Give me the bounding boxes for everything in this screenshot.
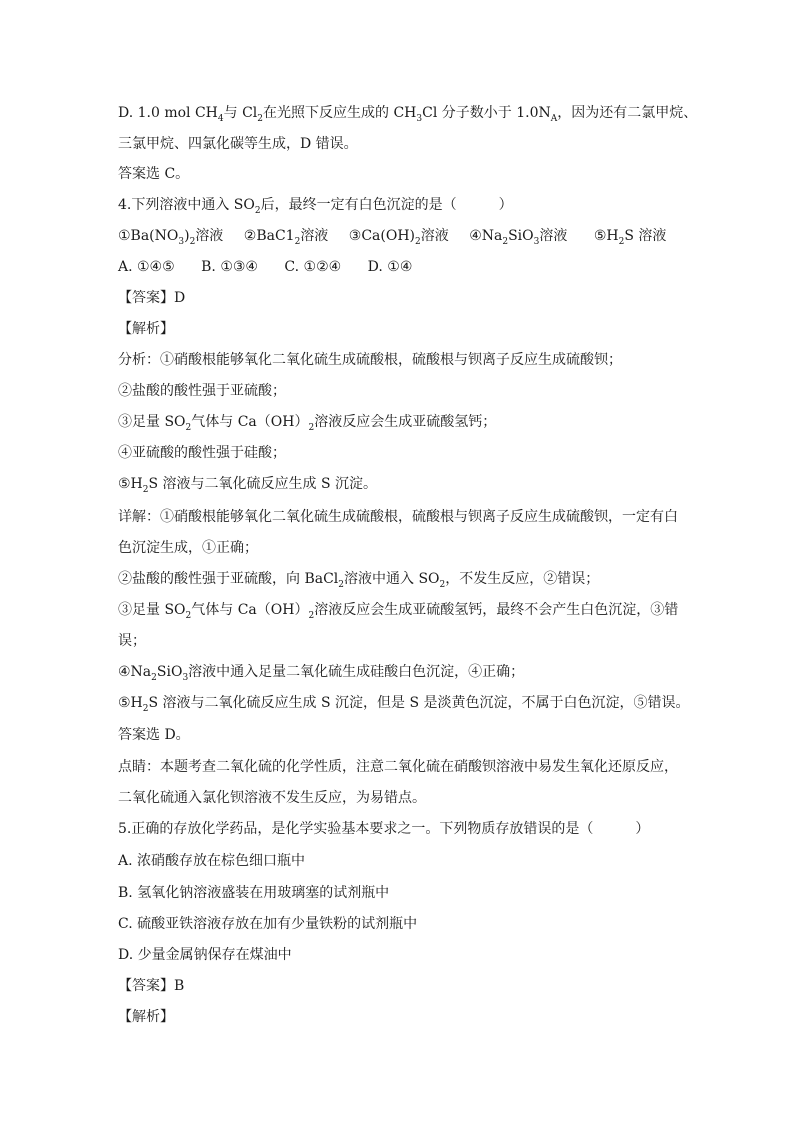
text: 与 Cl	[223, 105, 258, 121]
text: 在光照下反应生成的 CH	[263, 105, 417, 121]
question-4-stem	[118, 196, 513, 214]
subscript: 2	[142, 703, 149, 714]
text: ，因为还有二氯甲烷、	[557, 105, 698, 121]
subscript: 3	[416, 113, 423, 124]
detail-line-7	[118, 694, 690, 712]
answer-line: 答案选 C。	[118, 166, 190, 182]
text: 溶液中通入 SO	[344, 571, 440, 587]
text: ③足量 SO	[118, 602, 186, 618]
text: Cl 分子数小于 1.0N	[422, 105, 551, 121]
question-4-items	[118, 227, 666, 245]
text: ⑤H	[118, 476, 143, 492]
item-2: $②BaC1_2$溶液	[243, 228, 329, 247]
choice-a: A. ①④⑤	[118, 259, 175, 275]
choice-d: D. ①④	[367, 259, 413, 275]
detail-line-3	[118, 570, 599, 588]
tip-line-2: 二氧化硫通入氯化钡溶液不发生反应，为易错点。	[118, 790, 426, 806]
subscript: 2	[185, 422, 192, 433]
text: ③足量 SO	[118, 414, 186, 430]
subscript: 2	[308, 422, 315, 433]
text: SiO	[156, 664, 183, 680]
choice-c: C. ①②④	[284, 259, 342, 275]
text: D. 1.0 mol CH	[118, 105, 218, 121]
text: ⑤H	[118, 695, 143, 711]
text: ，不发生反应，②错误；	[445, 571, 600, 587]
detail-line-5: 误；	[118, 633, 146, 649]
d-option-line-1	[118, 104, 697, 122]
analysis-line-1: 分析：①硝酸根能够氧化二氧化硫生成硫酸根，硫酸根与钡离子反应生成硫酸钡；	[118, 352, 622, 368]
question-5-stem: 5.正确的存放化学药品，是化学实验基本要求之一。下列物质存放错误的是（ ）	[118, 821, 650, 837]
subscript: 2	[338, 579, 345, 590]
detail-line-2: 色沉淀生成，①正确；	[118, 540, 258, 556]
question-5-option-b: B. 氢氧化钠溶液盛装在用玻璃塞的试剂瓶中	[118, 885, 390, 901]
question-4-choices	[118, 258, 412, 276]
text: 气体与 Ca（OH）	[191, 414, 309, 430]
item-3: $③Ca(OH)_2$溶液	[348, 228, 449, 247]
detail-line-4	[118, 601, 678, 619]
detail-line-6	[118, 663, 524, 681]
text: 后，最终一定有白色沉淀的是（ ）	[260, 197, 513, 213]
text: S 溶液与二氧化硫反应生成 S 沉淀。	[148, 476, 378, 492]
item-1: $①Ba(NO_3)_2$溶液	[118, 228, 224, 247]
analysis-line-5	[118, 475, 377, 493]
text: 4.下列溶液中通入 SO	[118, 197, 255, 213]
text: ②盐酸的酸性强于亚硫酸，向 BaCl	[118, 571, 339, 587]
text: 溶液反应会生成亚硫酸氢钙；	[314, 414, 497, 430]
question-5-analysis-heading: 【解析】	[118, 1009, 174, 1025]
item-4: $④Na_2SiO_3$溶液	[469, 228, 568, 247]
detail-line-1: 详解：①硝酸根能够氧化二氧化硫生成硫酸根，硫酸根与钡离子反应生成硫酸钡，一定有白	[118, 509, 678, 525]
text: ④Na	[118, 664, 152, 680]
subscript: 2	[185, 610, 192, 621]
subscript: 2	[142, 484, 149, 495]
analysis-line-2: ②盐酸的酸性强于亚硫酸；	[118, 383, 286, 399]
answer-line-d: 答案选 D。	[118, 727, 190, 743]
subscript: 4	[217, 113, 224, 124]
analysis-line-3	[118, 413, 496, 431]
subscript: 2	[308, 610, 315, 621]
text: 溶液反应会生成亚硫酸氢钙，最终不会产生白色沉淀，③错	[314, 602, 679, 618]
analysis-line-4: ④亚硫酸的酸性强于硅酸；	[118, 445, 286, 461]
subscript: 2	[439, 579, 446, 590]
subscript: 2	[254, 205, 261, 216]
question-5-option-d: D. 少量金属钠保存在煤油中	[118, 947, 292, 963]
subscript: 3	[182, 672, 189, 683]
question-5-option-c: C. 硫酸亚铁溶液存放在加有少量铁粉的试剂瓶中	[118, 916, 418, 932]
d-option-line-2: 三氯甲烷、四氯化碳等生成，D 错误。	[118, 136, 358, 152]
text: 气体与 Ca（OH）	[191, 602, 309, 618]
subscript: A	[550, 113, 558, 124]
question-5-answer: 【答案】B	[118, 978, 185, 994]
subscript: 2	[257, 113, 264, 124]
question-5-option-a: A. 浓硝酸存放在棕色细口瓶中	[118, 853, 306, 869]
choice-b: B. ①③④	[201, 259, 258, 275]
question-4-answer: 【答案】D	[118, 290, 186, 306]
text: S 溶液与二氧化硫反应生成 S 沉淀，但是 S 是淡黄色沉淀，不属于白色沉淀，⑤错误。	[148, 695, 690, 711]
subscript: 2	[151, 672, 157, 683]
item-5: $⑤H_2S$ 溶液	[593, 228, 667, 247]
text: 溶液中通入足量二氧化硫生成硅酸白色沉淀，④正确；	[188, 664, 525, 680]
tip-line-1: 点睛：本题考查二氧化硫的化学性质，注意二氧化硫在硝酸钡溶液中易发生氧化还原反应，	[118, 759, 678, 775]
question-4-analysis-heading: 【解析】	[118, 321, 174, 337]
